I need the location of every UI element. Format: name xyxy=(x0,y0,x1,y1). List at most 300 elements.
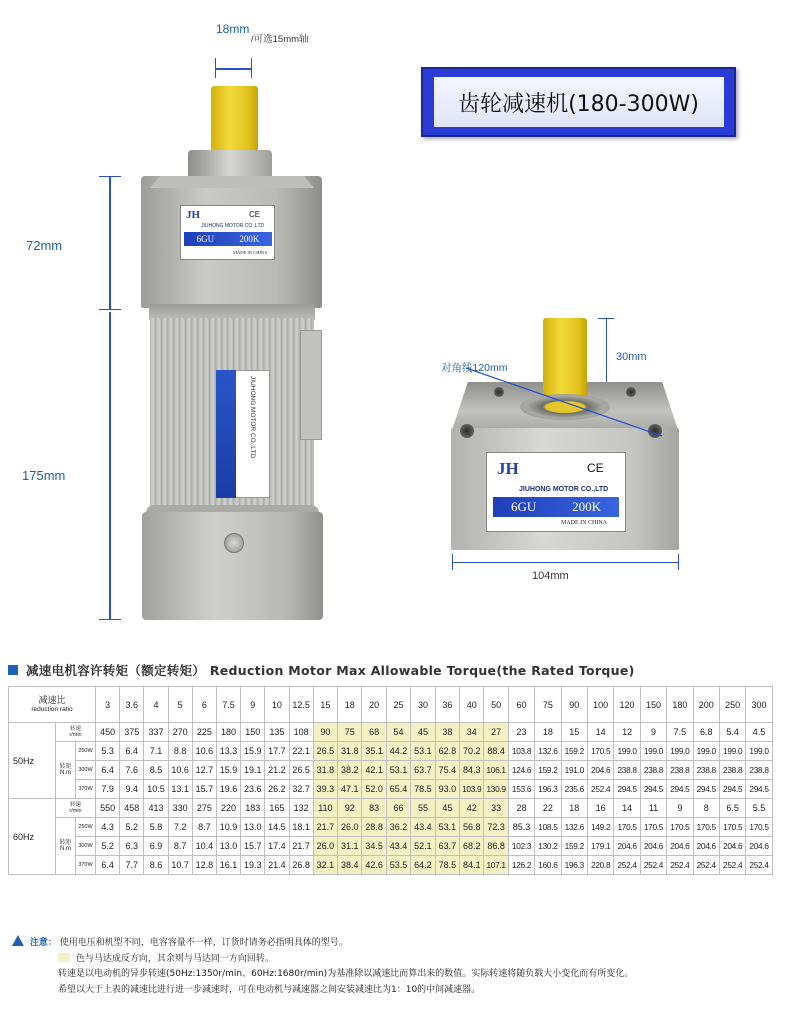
torque-cell: 15.9 xyxy=(241,742,265,761)
speed-cell: 16 xyxy=(587,799,613,818)
torque-cell: 35.1 xyxy=(362,742,386,761)
torque-cell: 6.4 xyxy=(120,742,144,761)
output-shaft xyxy=(211,86,258,156)
ratio-header xyxy=(9,687,96,723)
ratio-header-cell: 20 xyxy=(362,687,386,723)
torque-row xyxy=(9,742,773,761)
ratio-header-cell: 300 xyxy=(746,687,772,723)
nameplate-model: 6GU xyxy=(196,234,215,244)
shaft-width-dimension-line xyxy=(216,68,251,70)
torque-cell: 149.2 xyxy=(587,818,613,837)
ratio-header-cell: 6 xyxy=(192,687,216,723)
torque-cell: 199.0 xyxy=(640,742,666,761)
speed-cell: 33 xyxy=(484,799,508,818)
torque-cell: 10.9 xyxy=(216,818,240,837)
torque-cell: 8.7 xyxy=(168,837,192,856)
ratio-header-cell: 100 xyxy=(587,687,613,723)
torque-label xyxy=(56,742,76,799)
torque-cell: 252.4 xyxy=(746,856,772,875)
torque-cell: 294.5 xyxy=(719,780,745,799)
speed-label xyxy=(56,723,96,742)
speed-cell: 108 xyxy=(289,723,313,742)
speed-cell: 23 xyxy=(508,723,534,742)
torque-cell: 44.2 xyxy=(386,742,410,761)
torque-cell: 199.0 xyxy=(746,742,772,761)
power-label: 300W xyxy=(76,761,96,780)
title-banner xyxy=(421,67,736,137)
speed-cell: 83 xyxy=(362,799,386,818)
torque-cell: 18.1 xyxy=(289,818,313,837)
gearbox-width-cap-right xyxy=(678,554,679,570)
torque-cell: 170.5 xyxy=(746,818,772,837)
torque-cell: 26.0 xyxy=(338,818,362,837)
shaft-width-label: 18mm xyxy=(216,22,250,36)
frequency-label: 50Hz xyxy=(9,723,56,799)
ratio-header-cell: 7.5 xyxy=(216,687,240,723)
speed-cell: 66 xyxy=(386,799,410,818)
torque-cell: 36.2 xyxy=(386,818,410,837)
torque-cell: 238.8 xyxy=(667,761,693,780)
speed-cell: 5.4 xyxy=(719,723,745,742)
torque-cell: 53.1 xyxy=(411,742,435,761)
torque-cell: 238.8 xyxy=(614,761,640,780)
torque-cell: 26.8 xyxy=(289,856,313,875)
torque-cell: 204.6 xyxy=(719,837,745,856)
torque-cell: 5.8 xyxy=(144,818,168,837)
torque-cell: 88.4 xyxy=(484,742,508,761)
ratio-header-cell: 180 xyxy=(667,687,693,723)
torque-cell: 204.6 xyxy=(693,837,719,856)
speed-cell: 6.8 xyxy=(693,723,719,742)
torque-cell: 238.8 xyxy=(719,761,745,780)
speed-cell: 7.5 xyxy=(667,723,693,742)
torque-cell: 159.2 xyxy=(561,742,587,761)
gearbox-height-cap-top xyxy=(99,176,121,177)
section-square-icon xyxy=(8,665,18,675)
gearbox-width-cap-left xyxy=(452,554,453,570)
torque-cell: 70.2 xyxy=(460,742,484,761)
power-label: 370W xyxy=(76,780,96,799)
speed-cell: 165 xyxy=(265,799,289,818)
speed-cell: 42 xyxy=(460,799,484,818)
speed-cell: 9 xyxy=(667,799,693,818)
torque-cell: 63.7 xyxy=(435,837,459,856)
ratio-header-cell: 40 xyxy=(460,687,484,723)
torque-cell: 103.8 xyxy=(508,742,534,761)
ratio-header-cell: 25 xyxy=(386,687,410,723)
torque-cell: 294.5 xyxy=(667,780,693,799)
torque-cell: 170.5 xyxy=(667,818,693,837)
speed-cell: 450 xyxy=(96,723,120,742)
torque-cell: 5.3 xyxy=(96,742,120,761)
speed-cell: 15 xyxy=(561,723,587,742)
shaft-height-label: 30mm xyxy=(616,351,647,363)
torque-cell: 64.2 xyxy=(411,856,435,875)
nameplate-2-model-bar xyxy=(493,497,619,517)
torque-cell: 126.2 xyxy=(508,856,534,875)
torque-label xyxy=(56,818,76,875)
torque-cell: 6.4 xyxy=(96,856,120,875)
speed-cell: 55 xyxy=(411,799,435,818)
torque-cell: 21.2 xyxy=(265,761,289,780)
speed-unit-text: r/min xyxy=(69,732,82,738)
power-label: 300W xyxy=(76,837,96,856)
motor-end-cap xyxy=(142,512,323,620)
torque-cell: 107.1 xyxy=(484,856,508,875)
section-header xyxy=(8,661,635,679)
shaft-option-label: /可选15mm轴 xyxy=(251,34,309,45)
speed-cell: 68 xyxy=(362,723,386,742)
nameplate-2-origin: MADE IN CHINA xyxy=(561,520,607,526)
torque-cell: 252.4 xyxy=(667,856,693,875)
nameplate-2-ce-mark: CE xyxy=(587,461,604,475)
note-text-4: 希望以大于上表的减速比进行进一步减速时，可在电动机与减速器之间安装减速比为1：10的中间减速器。 xyxy=(58,984,481,995)
speed-cell: 275 xyxy=(192,799,216,818)
torque-cell: 204.6 xyxy=(746,837,772,856)
ratio-header-cell: 5 xyxy=(168,687,192,723)
torque-cell: 238.8 xyxy=(693,761,719,780)
torque-cell: 10.6 xyxy=(168,761,192,780)
torque-label-text: 转矩 xyxy=(59,839,72,846)
torque-cell: 196.3 xyxy=(561,856,587,875)
torque-cell: 204.6 xyxy=(640,837,666,856)
speed-cell: 6.5 xyxy=(719,799,745,818)
torque-cell: 14.5 xyxy=(265,818,289,837)
torque-cell: 21.4 xyxy=(265,856,289,875)
torque-cell: 252.4 xyxy=(614,856,640,875)
torque-cell: 31.8 xyxy=(313,761,337,780)
torque-cell: 196.3 xyxy=(535,780,561,799)
torque-cell: 28.8 xyxy=(362,818,386,837)
speed-cell: 180 xyxy=(216,723,240,742)
torque-cell: 8.7 xyxy=(192,818,216,837)
torque-cell: 31.1 xyxy=(338,837,362,856)
speed-cell: 132 xyxy=(289,799,313,818)
torque-row xyxy=(9,856,773,875)
torque-row xyxy=(9,818,773,837)
speed-cell: 28 xyxy=(508,799,534,818)
nameplate-2-ratio: 200K xyxy=(572,499,602,514)
torque-cell: 8.5 xyxy=(144,761,168,780)
gearbox-width-dimension-line xyxy=(452,562,678,563)
power-label: 250W xyxy=(76,742,96,761)
torque-cell: 10.7 xyxy=(168,856,192,875)
speed-cell: 12 xyxy=(614,723,640,742)
torque-cell: 204.6 xyxy=(667,837,693,856)
speed-cell: 14 xyxy=(614,799,640,818)
torque-cell: 31.8 xyxy=(338,742,362,761)
warning-icon: ! xyxy=(12,935,24,946)
torque-cell: 238.8 xyxy=(640,761,666,780)
shaft-width-dimension-cap-right xyxy=(251,58,252,78)
torque-cell: 43.4 xyxy=(386,837,410,856)
torque-cell: 34.5 xyxy=(362,837,386,856)
torque-cell: 160.6 xyxy=(535,856,561,875)
torque-cell: 204.6 xyxy=(614,837,640,856)
torque-cell: 130.9 xyxy=(484,780,508,799)
speed-cell: 14 xyxy=(587,723,613,742)
speed-unit-text: r/min xyxy=(69,808,82,814)
motor-height-dimension-line xyxy=(109,312,111,620)
ratio-header-cell: 4 xyxy=(144,687,168,723)
torque-cell: 170.5 xyxy=(719,818,745,837)
nameplate-model-bar xyxy=(184,232,272,246)
gearbox-height-cap-bottom xyxy=(99,309,121,310)
torque-cell: 13.3 xyxy=(216,742,240,761)
torque-cell: 62.8 xyxy=(435,742,459,761)
motor-terminal-box xyxy=(300,330,322,440)
note-text-2: 色与马达成反方向，其余则与马达同一方向回转。 xyxy=(75,953,274,964)
torque-cell: 179.1 xyxy=(587,837,613,856)
torque-cell: 170.5 xyxy=(640,818,666,837)
note-line-2 xyxy=(12,952,633,968)
torque-cell: 6.3 xyxy=(120,837,144,856)
torque-cell: 294.5 xyxy=(746,780,772,799)
torque-cell: 170.5 xyxy=(614,818,640,837)
torque-cell: 5.2 xyxy=(96,837,120,856)
ratio-header-cell: 90 xyxy=(561,687,587,723)
speed-cell: 220 xyxy=(216,799,240,818)
torque-cell: 53.5 xyxy=(386,856,410,875)
note-text-3: 转速是以电动机的异步转速(50Hz:1350r/min、60Hz:1680r/min)为基准除以减速比而算出来的数值。实际转速将随负载大小变化而有所变化。 xyxy=(58,969,634,979)
torque-label-text: 转矩 xyxy=(59,763,72,770)
torque-cell: 10.6 xyxy=(192,742,216,761)
torque-cell: 19.3 xyxy=(241,856,265,875)
speed-label xyxy=(56,799,96,818)
speed-cell: 458 xyxy=(120,799,144,818)
torque-cell: 252.4 xyxy=(640,856,666,875)
torque-cell: 84.3 xyxy=(460,761,484,780)
torque-cell: 108.5 xyxy=(535,818,561,837)
speed-cell: 5.5 xyxy=(746,799,772,818)
torque-cell: 19.6 xyxy=(216,780,240,799)
torque-cell: 39.3 xyxy=(313,780,337,799)
speed-cell: 90 xyxy=(313,723,337,742)
torque-cell: 26.0 xyxy=(313,837,337,856)
torque-cell: 15.7 xyxy=(192,780,216,799)
note-line-1 xyxy=(12,935,633,952)
nameplate-origin: MADE IN CHINA xyxy=(233,250,268,255)
ratio-header-cell: 9 xyxy=(241,687,265,723)
torque-cell: 124.6 xyxy=(508,761,534,780)
table-header-row xyxy=(9,687,773,723)
diagonal-label: 对角线120mm xyxy=(441,362,508,374)
speed-cell: 150 xyxy=(241,723,265,742)
gearbox-height-dimension-line xyxy=(109,176,111,310)
motor-nameplate-stripe xyxy=(216,370,236,498)
torque-cell: 13.0 xyxy=(216,837,240,856)
speed-label-text: 转速 xyxy=(69,801,81,808)
torque-cell: 75.4 xyxy=(435,761,459,780)
torque-cell: 294.5 xyxy=(640,780,666,799)
torque-cell: 52.1 xyxy=(411,837,435,856)
speed-cell: 34 xyxy=(460,723,484,742)
torque-cell: 238.8 xyxy=(746,761,772,780)
speed-cell: 75 xyxy=(338,723,362,742)
nameplate-2-logo: JH xyxy=(497,459,519,478)
ratio-header-cell: 12.5 xyxy=(289,687,313,723)
shaft-height-cap-top xyxy=(598,318,614,319)
speed-label-text: 转速 xyxy=(69,725,81,732)
note-line-4 xyxy=(12,983,633,999)
torque-cell: 17.7 xyxy=(265,742,289,761)
ratio-header-cell: 3.6 xyxy=(120,687,144,723)
shaft-width-dimension-cap-left xyxy=(215,58,216,78)
torque-cell: 9.4 xyxy=(120,780,144,799)
torque-cell: 252.4 xyxy=(719,856,745,875)
motor-height-label: 175mm xyxy=(22,468,66,483)
torque-cell: 86.8 xyxy=(484,837,508,856)
torque-cell: 199.0 xyxy=(693,742,719,761)
torque-cell: 78.5 xyxy=(435,856,459,875)
speed-cell: 270 xyxy=(168,723,192,742)
speed-cell: 225 xyxy=(192,723,216,742)
torque-cell: 17.4 xyxy=(265,837,289,856)
speed-cell: 375 xyxy=(120,723,144,742)
torque-cell: 38.4 xyxy=(338,856,362,875)
torque-cell: 15.9 xyxy=(216,761,240,780)
torque-cell: 13.1 xyxy=(168,780,192,799)
torque-cell: 191.0 xyxy=(561,761,587,780)
torque-cell: 159.2 xyxy=(535,761,561,780)
speed-cell: 11 xyxy=(640,799,666,818)
speed-cell: 18 xyxy=(561,799,587,818)
torque-cell: 21.7 xyxy=(289,837,313,856)
motor-height-cap-bottom xyxy=(99,619,121,620)
torque-cell: 52.0 xyxy=(362,780,386,799)
ratio-header-cell: 3 xyxy=(96,687,120,723)
torque-table xyxy=(8,686,773,875)
torque-cell: 170.5 xyxy=(693,818,719,837)
ratio-header-cell: 75 xyxy=(535,687,561,723)
torque-row xyxy=(9,761,773,780)
speed-cell: 45 xyxy=(435,799,459,818)
torque-cell: 7.9 xyxy=(96,780,120,799)
torque-cell: 42.1 xyxy=(362,761,386,780)
torque-cell: 65.4 xyxy=(386,780,410,799)
torque-unit-text: N.m xyxy=(60,846,71,852)
torque-cell: 26.2 xyxy=(265,780,289,799)
torque-cell: 22.1 xyxy=(289,742,313,761)
speed-row xyxy=(9,799,773,818)
ratio-header-cell: 10 xyxy=(265,687,289,723)
nameplate-ce-mark: CE xyxy=(249,210,261,219)
speed-cell: 413 xyxy=(144,799,168,818)
torque-cell: 8.6 xyxy=(144,856,168,875)
torque-cell: 15.7 xyxy=(241,837,265,856)
torque-cell: 53.1 xyxy=(386,761,410,780)
speed-cell: 18 xyxy=(535,723,561,742)
ratio-header-cell: 200 xyxy=(693,687,719,723)
torque-cell: 6.4 xyxy=(96,761,120,780)
torque-cell: 10.4 xyxy=(192,837,216,856)
torque-cell: 7.1 xyxy=(144,742,168,761)
note-text-1: 使用电压和机型不同，电容容量不一样，订货时请务必指明具体的型号。 xyxy=(59,938,348,948)
torque-cell: 56.8 xyxy=(460,818,484,837)
gearbox-2-nameplate xyxy=(486,452,626,532)
torque-cell: 38.2 xyxy=(338,761,362,780)
torque-cell: 19.1 xyxy=(241,761,265,780)
ratio-label-en: reduction ratio xyxy=(31,705,73,713)
torque-cell: 130.2 xyxy=(535,837,561,856)
torque-row xyxy=(9,837,773,856)
speed-cell: 22 xyxy=(535,799,561,818)
torque-cell: 106.1 xyxy=(484,761,508,780)
torque-cell: 85.3 xyxy=(508,818,534,837)
torque-cell: 8.8 xyxy=(168,742,192,761)
torque-cell: 132.6 xyxy=(535,742,561,761)
speed-cell: 45 xyxy=(411,723,435,742)
torque-cell: 102.3 xyxy=(508,837,534,856)
banner-title: 齿轮减速机(180-300W) xyxy=(458,91,699,117)
torque-cell: 12.8 xyxy=(192,856,216,875)
torque-cell: 103.9 xyxy=(460,780,484,799)
torque-cell: 199.0 xyxy=(667,742,693,761)
torque-cell: 72.3 xyxy=(484,818,508,837)
torque-cell: 220.8 xyxy=(587,856,613,875)
speed-cell: 54 xyxy=(386,723,410,742)
torque-row xyxy=(9,780,773,799)
torque-cell: 6.9 xyxy=(144,837,168,856)
speed-cell: 550 xyxy=(96,799,120,818)
torque-cell: 68.2 xyxy=(460,837,484,856)
torque-cell: 132.6 xyxy=(561,818,587,837)
speed-cell: 38 xyxy=(435,723,459,742)
torque-cell: 235.6 xyxy=(561,780,587,799)
torque-cell: 5.2 xyxy=(120,818,144,837)
ratio-header-cell: 120 xyxy=(614,687,640,723)
diagonal-dimension-line xyxy=(440,360,670,440)
speed-cell: 330 xyxy=(168,799,192,818)
nameplate-logo: JH xyxy=(186,209,201,221)
speed-cell: 4.5 xyxy=(746,723,772,742)
torque-cell: 63.7 xyxy=(411,761,435,780)
title-banner-inner xyxy=(434,77,724,127)
notes-block xyxy=(12,935,633,998)
torque-cell: 252.4 xyxy=(587,780,613,799)
ratio-header-cell: 60 xyxy=(508,687,534,723)
torque-cell: 7.6 xyxy=(120,761,144,780)
note-label: 注意： xyxy=(29,938,57,948)
torque-cell: 199.0 xyxy=(719,742,745,761)
torque-cell: 26.5 xyxy=(289,761,313,780)
torque-cell: 7.2 xyxy=(168,818,192,837)
speed-cell: 337 xyxy=(144,723,168,742)
torque-cell: 13.0 xyxy=(241,818,265,837)
torque-cell: 84.1 xyxy=(460,856,484,875)
torque-cell: 252.4 xyxy=(693,856,719,875)
ratio-header-cell: 15 xyxy=(313,687,337,723)
torque-cell: 26.5 xyxy=(313,742,337,761)
ratio-header-cell: 150 xyxy=(640,687,666,723)
speed-cell: 8 xyxy=(693,799,719,818)
speed-cell: 183 xyxy=(241,799,265,818)
power-label: 370W xyxy=(76,856,96,875)
speed-cell: 9 xyxy=(640,723,666,742)
torque-cell: 32.1 xyxy=(313,856,337,875)
ratio-header-cell: 50 xyxy=(484,687,508,723)
end-cap-screw xyxy=(224,533,244,553)
nameplate-ratio: 200K xyxy=(239,234,260,244)
section-title: 减速电机容许转矩（额定转矩） Reduction Motor Max Allowable Torque(the Rated Torque) xyxy=(26,663,635,678)
torque-cell: 10.5 xyxy=(144,780,168,799)
gearbox-top-face xyxy=(150,176,314,188)
torque-cell: 170.5 xyxy=(587,742,613,761)
gearbox-height-label: 72mm xyxy=(26,238,63,253)
torque-cell: 4.3 xyxy=(96,818,120,837)
torque-cell: 7.7 xyxy=(120,856,144,875)
speed-row xyxy=(9,723,773,742)
